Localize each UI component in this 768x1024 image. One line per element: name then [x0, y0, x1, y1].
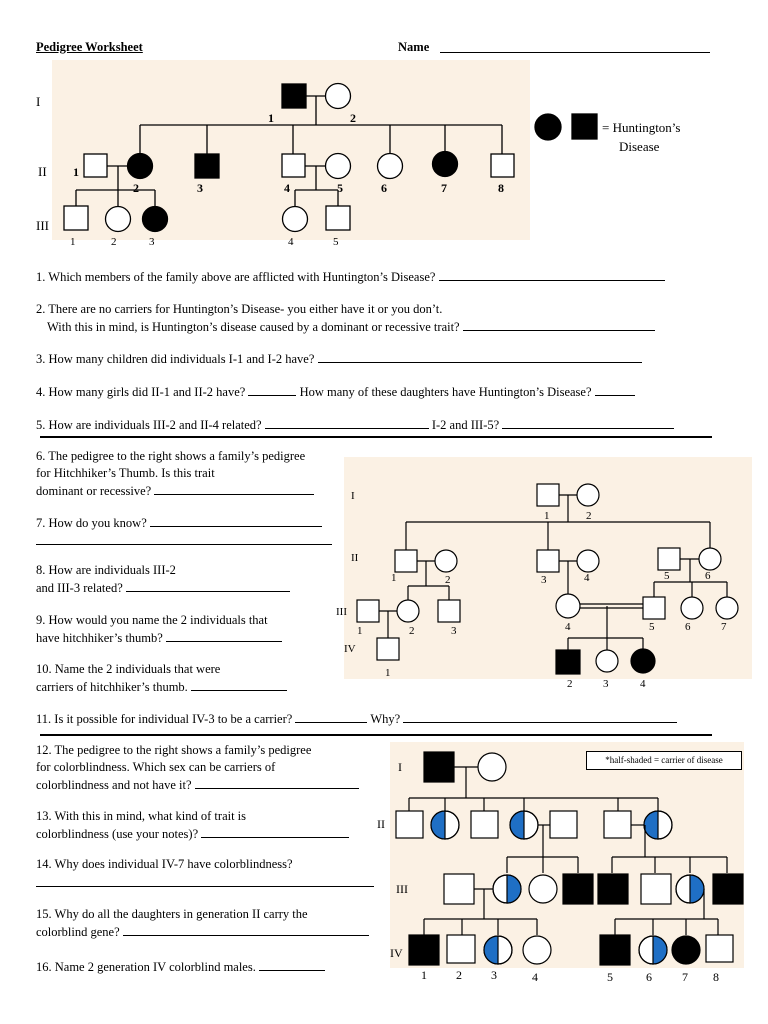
p3-iii6 [641, 874, 671, 904]
section-divider [40, 734, 712, 736]
p2-gen-label: IV [344, 643, 356, 655]
p2-label: 2 [409, 625, 415, 637]
p3-label: 8 [713, 970, 719, 984]
p2-label: 3 [451, 625, 457, 637]
p2-ii4 [577, 550, 599, 572]
p2-iii3 [438, 600, 460, 622]
legend-affected-male [572, 114, 597, 139]
p2-ii2 [435, 550, 457, 572]
p3-gen-label: II [377, 817, 385, 831]
answer-11b[interactable] [403, 710, 677, 723]
question-12: 12. The pedigree to the right shows a family’s pedigree [36, 743, 312, 757]
p1-iii1 [64, 206, 88, 230]
p1-label: 5 [337, 181, 343, 195]
answer-11a[interactable] [295, 710, 367, 723]
question-10-cont: carriers of hitchhiker’s thumb. [36, 678, 287, 695]
p1-i2 [326, 84, 351, 109]
p3-iv5 [600, 935, 630, 965]
question-13: 13. With this in mind, what kind of trait is [36, 809, 247, 823]
p3-iv6 [639, 936, 667, 964]
name-label: Name [398, 40, 430, 54]
p1-gen-label: III [36, 218, 49, 233]
p3-label: 4 [532, 970, 538, 984]
question-2-cont: With this in mind, is Huntington’s disease caused by a dominant or recessive trait? [47, 318, 655, 335]
p3-ii2 [431, 811, 459, 839]
p3-label: 3 [491, 968, 497, 982]
p1-label: 2 [111, 236, 117, 248]
p1-label: 3 [197, 181, 203, 195]
p2-label: 6 [685, 621, 691, 633]
p2-iii7 [716, 597, 738, 619]
p2-gen-label: II [351, 552, 359, 564]
p2-ii6 [699, 548, 721, 570]
p3-iv8 [706, 935, 733, 962]
p3-label: 7 [682, 970, 688, 984]
p2-label: 2 [586, 510, 592, 522]
legend-affected-female [535, 114, 561, 140]
p3-iv2 [447, 935, 475, 963]
question-3: 3. How many children did individuals I-1 and I-2 have? [36, 350, 642, 367]
p2-label: 2 [567, 678, 573, 690]
p3-gen-label: I [398, 760, 402, 774]
p2-label: 1 [391, 572, 397, 584]
p1-ii6 [378, 154, 403, 179]
p2-iii1 [357, 600, 379, 622]
p3-ii5 [550, 811, 577, 838]
p3-iii4 [563, 874, 593, 904]
p3-label: 5 [607, 970, 613, 984]
p1-legend-text: = Huntington’s [602, 120, 681, 135]
question-2: 2. There are no carriers for Huntington’s Disease- you either have it or you don’t. [36, 302, 443, 316]
p1-iii3 [143, 207, 168, 232]
p2-iv1 [377, 638, 399, 660]
p2-iii2 [397, 600, 419, 622]
p2-iv4 [631, 649, 655, 673]
p1-iii5 [326, 206, 350, 230]
p2-i1 [537, 484, 559, 506]
p1-label: 6 [381, 181, 387, 195]
p3-ii7 [644, 811, 672, 839]
question-8-cont: and III-3 related? [36, 579, 290, 596]
p1-ii8 [491, 154, 514, 177]
p2-label: 4 [640, 678, 646, 690]
p1-ii4 [282, 154, 305, 177]
p1-ii2 [128, 154, 153, 179]
p2-label: 4 [584, 572, 590, 584]
p2-gen-label: I [351, 490, 355, 502]
p1-gen-label: II [38, 164, 47, 179]
p1-i1 [282, 84, 306, 108]
p1-ii7 [433, 152, 458, 177]
p2-i2 [577, 484, 599, 506]
p3-label: 2 [456, 968, 462, 982]
p1-label: 4 [284, 181, 290, 195]
question-12-cont: colorblindness and not have it? [36, 776, 359, 793]
question-12-cont: for colorblindness. Which sex can be carriers of [36, 760, 276, 774]
p3-ii4 [510, 811, 538, 839]
p2-iii6 [681, 597, 703, 619]
p1-label: 4 [288, 236, 294, 248]
answer-1[interactable] [439, 268, 665, 281]
question-16: 16. Name 2 generation IV colorblind males. [36, 958, 325, 975]
p3-ii1 [396, 811, 423, 838]
p3-ii3 [471, 811, 498, 838]
p1-label: 5 [333, 236, 339, 248]
p2-gen-label: III [336, 606, 347, 618]
answer-4a[interactable] [248, 383, 296, 396]
answer-3[interactable] [318, 350, 642, 363]
p3-ii6 [604, 811, 631, 838]
question-6-cont: dominant or recessive? [36, 482, 314, 499]
answer-5a[interactable] [265, 416, 429, 429]
p3-iii8 [713, 874, 743, 904]
p3-iii2 [493, 875, 521, 903]
p3-i1 [424, 752, 454, 782]
p1-label: 3 [149, 236, 155, 248]
question-10: 10. Name the 2 individuals that were [36, 662, 221, 676]
question-5: 5. How are individuals III-2 and II-4 related? I-2 and III-5? [36, 416, 674, 433]
p3-legend-box: *half-shaded = carrier of disease [586, 751, 742, 770]
p3-i2 [478, 753, 506, 781]
p3-iii1 [444, 874, 474, 904]
p1-iii2 [106, 207, 131, 232]
p3-iv3 [484, 936, 512, 964]
answer-4b[interactable] [595, 383, 635, 396]
question-7: 7. How do you know? [36, 514, 322, 531]
answer-2[interactable] [463, 318, 655, 331]
p1-gen-label: I [36, 94, 41, 109]
question-9: 9. How would you name the 2 individuals that [36, 613, 268, 627]
question-11: 11. Is it possible for individual IV-3 to be a carrier? Why? [36, 710, 677, 727]
p3-iii3 [529, 875, 557, 903]
question-14: 14. Why does individual IV-7 have colorblindness? [36, 857, 293, 871]
section-divider [40, 436, 712, 438]
question-1: 1. Which members of the family above are afflicted with Huntington’s Disease? [36, 268, 665, 285]
question-8: 8. How are individuals III-2 [36, 563, 176, 577]
p3-iii5 [598, 874, 628, 904]
p3-label: 6 [646, 970, 652, 984]
p1-label: 7 [441, 181, 447, 195]
p3-iv4 [523, 936, 551, 964]
p2-label: 2 [445, 574, 451, 586]
p3-gen-label: IV [390, 946, 403, 960]
p1-legend-text: Disease [619, 139, 660, 154]
p1-label: 2 [350, 111, 356, 125]
question-15: 15. Why do all the daughters in generation II carry the [36, 907, 308, 921]
p2-iii4 [556, 594, 580, 618]
p3-iv1 [409, 935, 439, 965]
p2-label: 1 [544, 510, 550, 522]
p2-label: 3 [603, 678, 609, 690]
p2-iv3 [596, 650, 618, 672]
p2-label: 1 [385, 667, 391, 679]
question-6: 6. The pedigree to the right shows a family’s pedigree [36, 449, 306, 463]
p3-iii7 [676, 875, 704, 903]
p2-label: 5 [664, 570, 670, 582]
p2-label: 1 [357, 625, 363, 637]
p1-label: 1 [268, 111, 274, 125]
p1-label: 8 [498, 181, 504, 195]
p1-label: 1 [73, 165, 79, 179]
p2-ii1 [395, 550, 417, 572]
p1-ii1 [84, 154, 107, 177]
question-4: 4. How many girls did II-1 and II-2 have? How many of these daughters have Huntington’s Disease? [36, 383, 635, 400]
p2-ii5 [658, 548, 680, 570]
question-13-cont: colorblindness (use your notes)? [36, 825, 349, 842]
pedigree-hitchhikers-diagram [0, 440, 768, 700]
p2-iii5 [643, 597, 665, 619]
p3-label: 1 [421, 968, 427, 982]
p2-ii3 [537, 550, 559, 572]
pedigree-colorblindness-diagram [0, 740, 768, 1020]
p3-gen-label: III [396, 882, 408, 896]
p2-label: 7 [721, 621, 727, 633]
question-9-cont: have hitchhiker’s thumb? [36, 629, 282, 646]
p1-ii5 [326, 154, 351, 179]
p2-iv2 [556, 650, 580, 674]
question-15-cont: colorblind gene? [36, 923, 369, 940]
p2-label: 4 [565, 621, 571, 633]
answer-5b[interactable] [502, 416, 674, 429]
p1-ii3 [195, 154, 219, 178]
p3-iv7 [672, 936, 700, 964]
p2-label: 3 [541, 574, 547, 586]
question-6-cont: for Hitchhiker’s Thumb. Is this trait [36, 466, 215, 480]
p2-label: 5 [649, 621, 655, 633]
pedigree-huntingtons-diagram [0, 0, 768, 260]
p1-label: 2 [133, 181, 139, 195]
worksheet-title: Pedigree Worksheet [36, 40, 143, 54]
p2-label: 6 [705, 570, 711, 582]
p1-label: 1 [70, 236, 76, 248]
p1-iii4 [283, 207, 308, 232]
